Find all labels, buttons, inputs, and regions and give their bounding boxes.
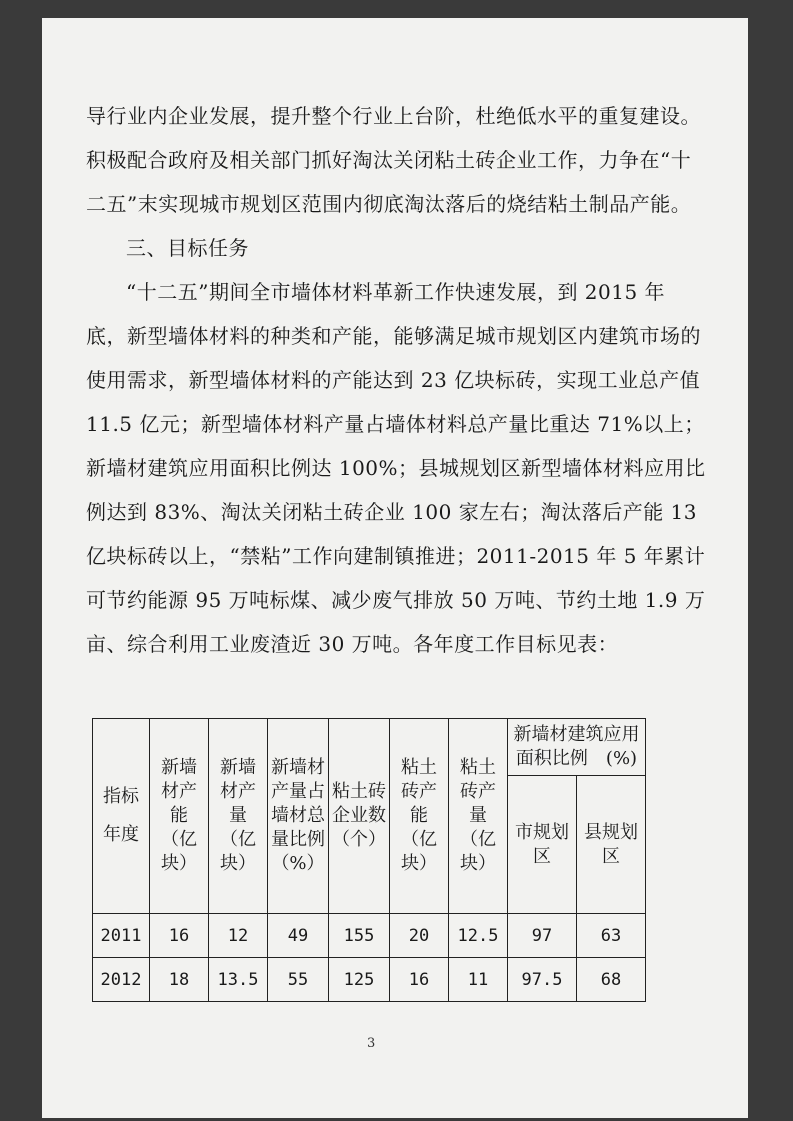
header-clay-enterprises: 粘土砖企业数（个）: [329, 719, 390, 914]
cell: 97.5: [508, 958, 577, 1002]
targets-table-wrap: [92, 718, 646, 1002]
table-row: [93, 958, 646, 1002]
paragraph-targets: “十二五”期间全市墙体材料革新工作快速发展，到 2015 年底，新型墙体材料的种类和产能，能够满足城市规划区内建筑市场的使用需求，新型墙体材料的产能达到 23 亿块标砖，实现工业总产值 11.5 亿元；新型墙体材料产量占墙体材料总产量比重达 71%以上；新墙材建筑应用面积比例达 100%；县城规划区新型墙体材料应用比例达到 83%、淘汰关闭粘土砖企业 100 家左右；淘汰落后产能 13 亿块标砖以上，“禁粘”工作向建制镇推进；2011-2015 年 5 年累计可节约能源 95 万吨标煤、减少废气排放 50 万吨、节约土地 1.9 万亩、综合利用工业废渣近 30 万吨。各年度工作目标见表：: [86, 280, 706, 656]
cell: 12: [209, 914, 268, 958]
cell: 16: [150, 914, 209, 958]
annual-targets-table: [92, 718, 646, 1002]
header-county-area: 县规划区: [577, 776, 646, 914]
cell: 16: [390, 958, 449, 1002]
cell: 20: [390, 914, 449, 958]
table-corner-cell: [93, 719, 150, 914]
paragraph-intro: 导行业内企业发展，提升整个行业上台阶，杜绝低水平的重复建设。积极配合政府及相关部门抓好淘汰关闭粘土砖企业工作，力争在“十二五”末实现城市规划区范围内彻底淘汰落后的烧结粘土制品产能。: [86, 104, 701, 216]
body-text: [86, 94, 706, 666]
cell: 97: [508, 914, 577, 958]
header-clay-capacity: 粘土砖产能（亿块）: [390, 719, 449, 914]
cell: 63: [577, 914, 646, 958]
cell: 125: [329, 958, 390, 1002]
document-page: [42, 18, 748, 1118]
section-heading: 三、目标任务: [126, 236, 249, 260]
cell: 11: [449, 958, 508, 1002]
cell: 49: [268, 914, 329, 958]
row-year: 2012: [93, 958, 150, 1002]
header-new-share: 新墙材产量占墙材总量比例（%）: [268, 719, 329, 914]
cell: 55: [268, 958, 329, 1002]
corner-label-bottom: 年度: [103, 824, 139, 845]
cell: 12.5: [449, 914, 508, 958]
table-row: [93, 914, 646, 958]
row-year: 2011: [93, 914, 150, 958]
page-number: 3: [367, 1036, 376, 1051]
header-clay-output: 粘土砖产量（亿块）: [449, 719, 508, 914]
cell: 155: [329, 914, 390, 958]
header-application-ratio: 新墙材建筑应用面积比例 (%): [508, 719, 646, 776]
cell: 13.5: [209, 958, 268, 1002]
header-new-output: 新墙材产量（亿块）: [209, 719, 268, 914]
cell: 68: [577, 958, 646, 1002]
cell: 18: [150, 958, 209, 1002]
corner-label-top: 指标: [103, 786, 139, 807]
header-city-area: 市规划区: [508, 776, 577, 914]
header-new-capacity: 新墙材产能（亿块）: [150, 719, 209, 914]
